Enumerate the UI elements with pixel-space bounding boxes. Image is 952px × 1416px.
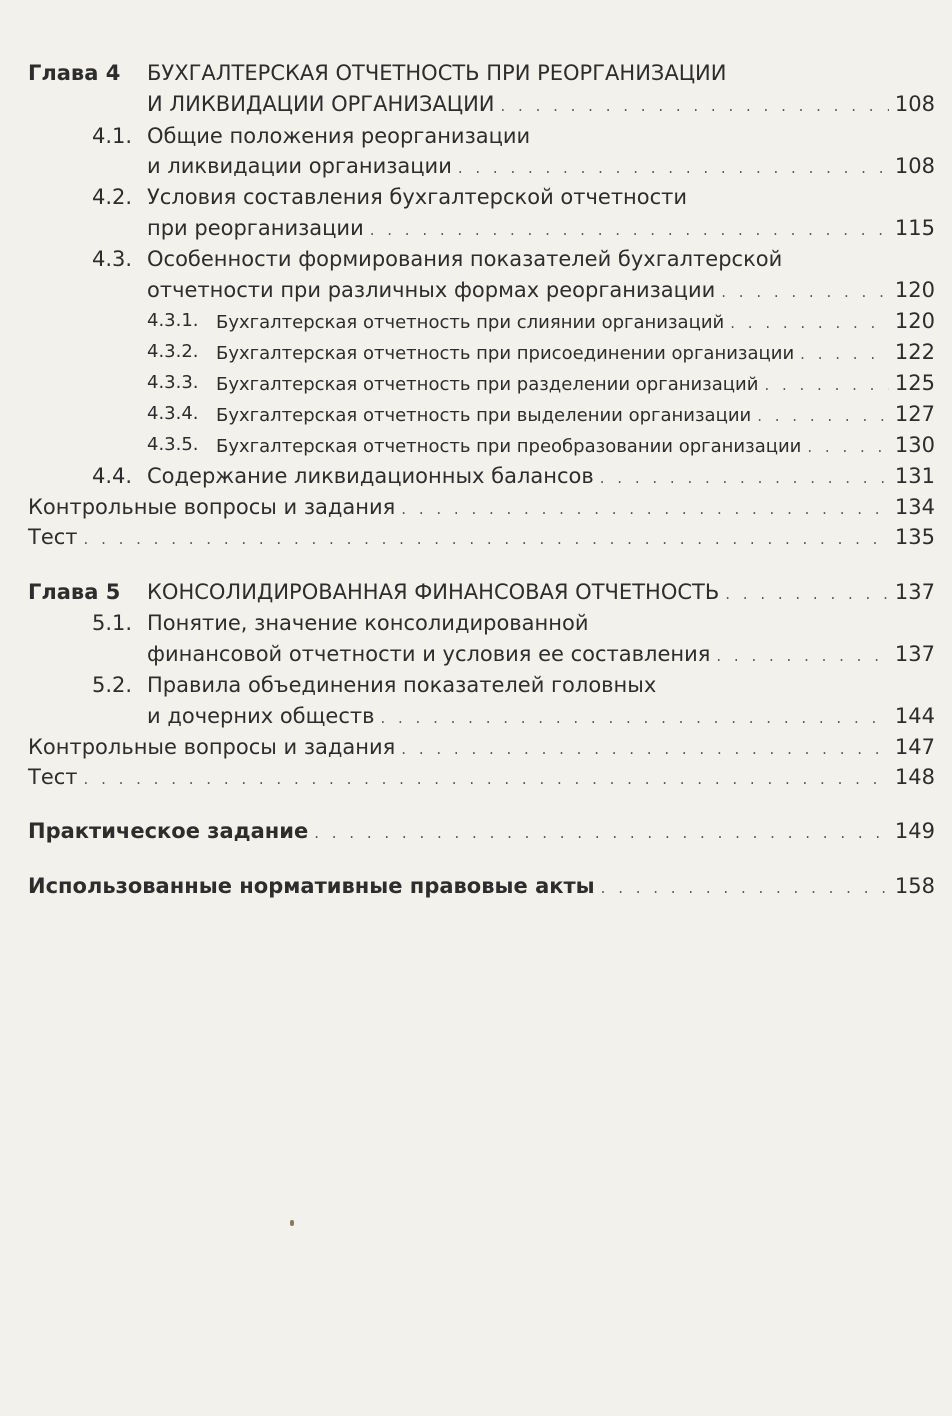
leader-dots <box>721 277 889 307</box>
page-number: 108 <box>894 92 935 116</box>
subsection-number: 4.3.5. <box>147 434 199 455</box>
section-5-2 <box>0 670 952 700</box>
section-4-2 <box>0 182 952 212</box>
leader-dots <box>725 579 889 609</box>
chapter5-questions <box>28 732 935 762</box>
chapter-label: Глава 5 <box>28 580 121 604</box>
section-title-line2: финансовой отчетности и условия ее составления <box>147 642 711 666</box>
leader-dots <box>730 308 889 338</box>
page-number: 137 <box>894 642 935 666</box>
leader-dots <box>84 764 889 794</box>
subsection-entry <box>216 368 935 400</box>
leader-dots <box>370 215 889 245</box>
page-number: 158 <box>894 874 935 898</box>
page-number: 127 <box>894 402 935 426</box>
section-4-3 <box>0 244 952 274</box>
leader-dots <box>314 818 889 848</box>
test-title: Тест <box>28 525 78 549</box>
section-4-2-line2 <box>147 213 935 243</box>
section-title-line1: Условия составления бухгалтерской отчетности <box>147 185 688 209</box>
page-number: 131 <box>894 464 935 488</box>
section-title-line1: Правила объединения показателей головных <box>147 673 657 697</box>
page-number: 135 <box>894 525 935 549</box>
subsection-title: Бухгалтерская отчетность при преобразовании организации <box>216 436 802 457</box>
chapter4-title-line2 <box>147 89 935 119</box>
page-number: 130 <box>894 433 935 457</box>
subsection-entry <box>216 337 935 369</box>
leader-dots <box>601 873 889 903</box>
chapter4-heading <box>0 58 952 88</box>
page-number: 144 <box>894 704 935 728</box>
section-4-4 <box>0 461 952 491</box>
leader-dots <box>401 494 889 524</box>
section-number: 4.2. <box>92 185 133 209</box>
subsection-4-3-5 <box>0 430 952 460</box>
page-number: 108 <box>894 154 935 178</box>
section-number: 5.1. <box>92 611 133 635</box>
section-title-line1: Общие положения реорганизации <box>147 124 531 148</box>
page-number: 120 <box>894 309 935 333</box>
leader-dots <box>401 734 889 764</box>
subsection-title: Бухгалтерская отчетность при присоединении организации <box>216 343 795 364</box>
page-number: 134 <box>894 495 935 519</box>
section-number: 4.3. <box>92 247 133 271</box>
leader-dots <box>800 339 889 369</box>
chapter5-test <box>28 762 935 792</box>
chapter-title-line2: И ЛИКВИДАЦИИ ОРГАНИЗАЦИИ <box>147 92 495 116</box>
page-number: 149 <box>894 819 935 843</box>
page-number: 115 <box>894 216 935 240</box>
leader-dots <box>501 91 889 121</box>
subsection-4-3-3 <box>0 368 952 398</box>
subsection-4-3-1 <box>0 306 952 336</box>
section-number: 4.4. <box>92 464 133 488</box>
chapter4-questions <box>28 492 935 522</box>
chapter5-heading <box>0 577 952 607</box>
section-4-1 <box>0 121 952 151</box>
subsection-entry <box>216 430 935 462</box>
section-5-1 <box>0 608 952 638</box>
leader-dots <box>757 401 889 431</box>
chapter-title-line1: БУХГАЛТЕРСКАЯ ОТЧЕТНОСТЬ ПРИ РЕОРГАНИЗАЦИИ <box>147 61 727 85</box>
subsection-title: Бухгалтерская отчетность при выделении организации <box>216 405 752 426</box>
questions-title: Контрольные вопросы и задания <box>28 735 396 759</box>
section-number: 5.2. <box>92 673 133 697</box>
chapter-label: Глава 4 <box>28 61 121 85</box>
chapter4-test <box>28 522 935 552</box>
subsection-entry <box>216 306 935 338</box>
leader-dots <box>716 641 889 671</box>
practical-task <box>28 816 935 846</box>
page-number: 147 <box>894 735 935 759</box>
subsection-title: Бухгалтерская отчетность при разделении организаций <box>216 374 759 395</box>
subsection-number: 4.3.2. <box>147 341 199 362</box>
questions-title: Контрольные вопросы и задания <box>28 495 396 519</box>
section-title-line1: Понятие, значение консолидированной <box>147 611 589 635</box>
leader-dots <box>458 153 889 183</box>
leader-dots <box>600 463 889 493</box>
normative-acts <box>28 871 935 901</box>
subsection-4-3-4 <box>0 399 952 429</box>
subsection-number: 4.3.1. <box>147 310 199 331</box>
leader-dots <box>84 524 889 554</box>
section-number: 4.1. <box>92 124 133 148</box>
subsection-number: 4.3.4. <box>147 403 199 424</box>
subsection-number: 4.3.3. <box>147 372 199 393</box>
leader-dots <box>380 703 888 733</box>
section-title-line1: Особенности формирования показателей бухгалтерской <box>147 247 783 271</box>
page-number: 122 <box>894 340 935 364</box>
section-title-line2: отчетности при различных формах реорганизации <box>147 278 716 302</box>
section-title-line2: при реорганизации <box>147 216 364 240</box>
subsection-entry <box>216 399 935 431</box>
paper-speck <box>290 1220 294 1226</box>
section-title-line2: и ликвидации организации <box>147 154 452 178</box>
page-number: 125 <box>894 371 935 395</box>
chapter-entry <box>147 577 935 609</box>
leader-dots <box>764 370 888 400</box>
section-entry <box>147 461 935 493</box>
section-5-1-line2 <box>147 639 935 669</box>
chapter-title: КОНСОЛИДИРОВАННАЯ ФИНАНСОВАЯ ОТЧЕТНОСТЬ <box>147 580 720 604</box>
section-4-3-line2 <box>147 275 935 305</box>
subsection-4-3-2 <box>0 337 952 367</box>
test-title: Тест <box>28 765 78 789</box>
subsection-title: Бухгалтерская отчетность при слиянии организаций <box>216 312 725 333</box>
normative-title: Использованные нормативные правовые акты <box>28 874 595 898</box>
leader-dots <box>807 432 889 462</box>
page-number: 137 <box>894 580 935 604</box>
page-number: 120 <box>894 278 935 302</box>
section-5-2-line2 <box>147 701 935 731</box>
section-4-1-line2 <box>147 151 935 181</box>
section-title: Содержание ликвидационных балансов <box>147 464 594 488</box>
section-title-line2: и дочерних обществ <box>147 704 375 728</box>
practical-title: Практическое задание <box>28 819 309 843</box>
page-number: 148 <box>894 765 935 789</box>
